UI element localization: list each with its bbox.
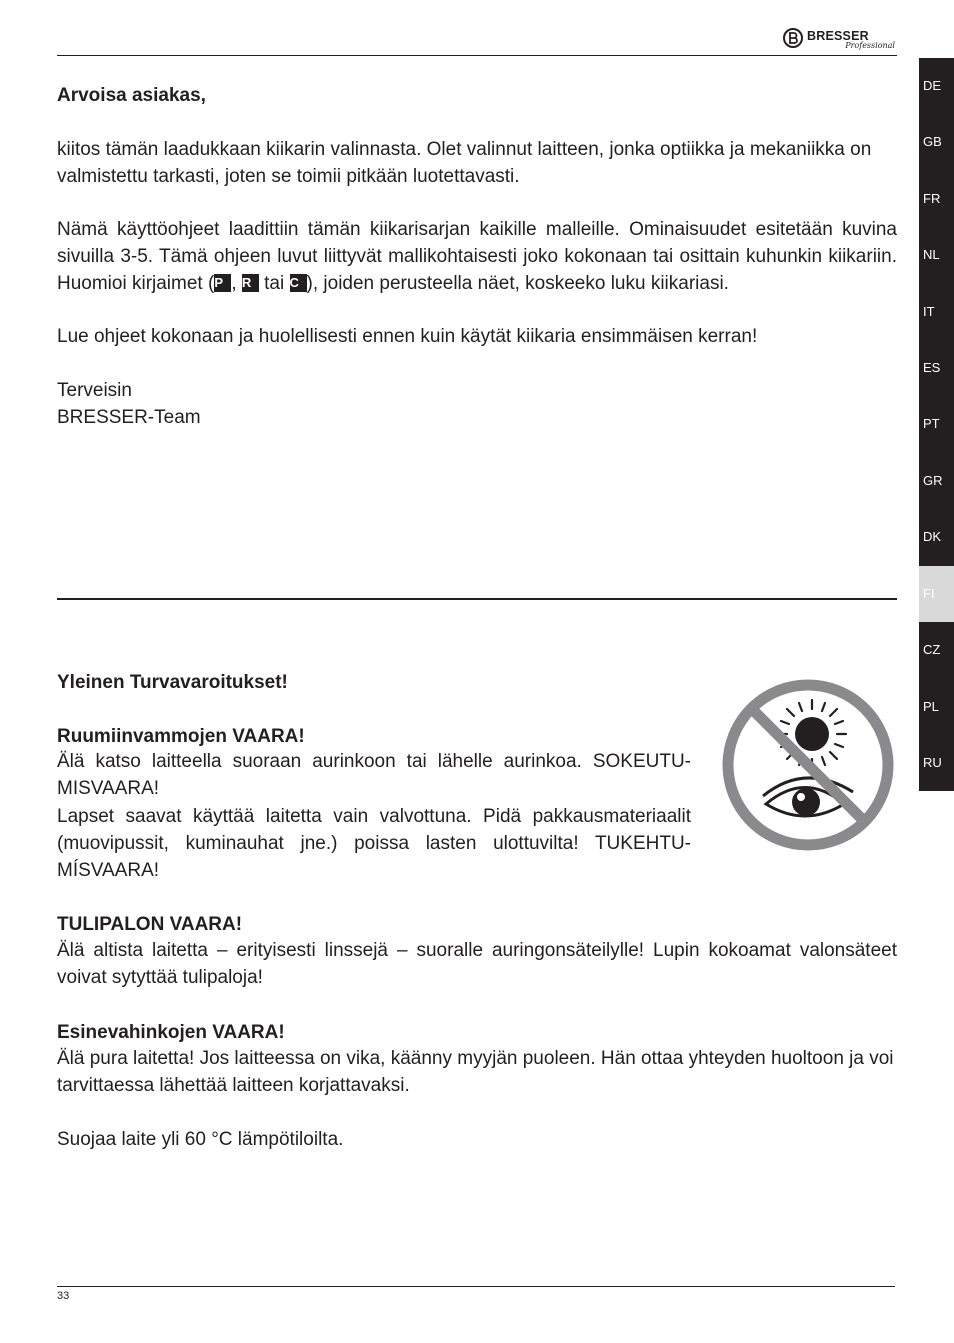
brand-name: BRESSER [807, 29, 869, 43]
safety-title: Yleinen Turvavaroitukset! [57, 672, 288, 693]
injury-text-1: Älä katso laitteella suoraan aurinkoon tai lähelle aurinkoa. SOKEUTUMISVAARA! [57, 751, 691, 799]
lang-tab-gb[interactable]: GB [923, 134, 942, 149]
intro-paragraph-1: kiitos tämän laadukkaan kiikarin valinnasta. Olet valinnut laitteen, jonka optiikka ja mekaniikka on valmistettu tarkasti, joten se toimii pitkään luotettavasti. [57, 139, 872, 187]
closing-line-1: Terveisin [57, 380, 132, 401]
fire-text: Älä altista laitetta – erityisesti linssejä – suoralle auringonsäteilylle! Lupin kokoamat valonsäteet voivat sytyttää tulipaloja! [57, 940, 897, 988]
chip-separator-2: tai [264, 273, 285, 294]
temperature-text: Suojaa laite yli 60 °C lämpötiloilta. [57, 1129, 344, 1150]
lang-tab-pt[interactable]: PT [923, 416, 940, 431]
header-divider [57, 55, 897, 56]
bresser-logo-icon [783, 28, 803, 48]
greeting: Arvoisa asiakas, [57, 85, 206, 106]
lang-tab-it[interactable]: IT [923, 304, 935, 319]
language-sidebar [919, 58, 954, 791]
closing-line-2: BRESSER-Team [57, 407, 201, 428]
intro-paragraph-2 [57, 216, 897, 297]
lang-tab-de[interactable]: DE [923, 78, 942, 93]
page-number: 33 [57, 1290, 70, 1302]
lang-tab-cz[interactable]: CZ [923, 642, 941, 657]
lang-tab-dk[interactable]: DK [923, 529, 942, 544]
intro-paragraph-2-end: ), joiden perusteella näet, koskeeko luku kiikariasi. [306, 273, 729, 294]
lang-tab-fi[interactable]: FI [919, 566, 954, 622]
lang-tab-fr[interactable]: FR [923, 191, 941, 206]
injury-title: Ruumiinvammojen VAARA! [57, 726, 305, 747]
fire-title: TULIPALON VAARA! [57, 914, 243, 935]
model-chip-c: C [290, 274, 307, 292]
no-sun-viewing-icon [721, 678, 895, 852]
footer-divider [57, 1286, 895, 1287]
damage-text: Älä pura laitetta! Jos laitteessa on vika, käänny myyjän puoleen. Hän ottaa yhteyden huoltoon ja voi tarvittaessa lähettää laitteen korjattavaksi. [57, 1048, 894, 1096]
intro-paragraph-3: Lue ohjeet kokonaan ja huolellisesti ennen kuin käytät kiikaria ensimmäisen kerran! [57, 326, 758, 347]
bresser-logo [783, 26, 897, 54]
brand-subtitle: Professional [845, 41, 895, 50]
lang-tab-pl[interactable]: PL [923, 699, 939, 714]
damage-title: Esinevahinkojen VAARA! [57, 1022, 285, 1043]
injury-text-2: Lapset saavat käyttää laitetta vain valvottuna. Pidä pakkausmateriaalit (muovipussit, kuminauhat jne.) poissa lasten ulottuvilta! TUKEHTUMÍSVAARA! [57, 806, 691, 881]
lang-tab-nl[interactable]: NL [923, 247, 940, 262]
lang-tab-ru[interactable]: RU [923, 755, 942, 770]
model-chip-p: P [214, 274, 231, 292]
lang-tab-es[interactable]: ES [923, 360, 941, 375]
lang-tab-gr[interactable]: GR [923, 473, 943, 488]
chip-separator-1: , [231, 273, 237, 294]
section-divider [57, 598, 897, 600]
intro-paragraph-2-start: Nämä käyttöohjeet laadittiin tämän kiikarisarjan kaikille malleille. Ominaisuudet esitetään kuvina sivuilla 3-5. Tämä ohjeen luvut liittyvät mallikohtaisesti joko kokonaan tai osittain kuhunkin kiikariin. Huomioi kirjaimet ( [57, 219, 897, 294]
model-chip-r: R [242, 274, 259, 292]
